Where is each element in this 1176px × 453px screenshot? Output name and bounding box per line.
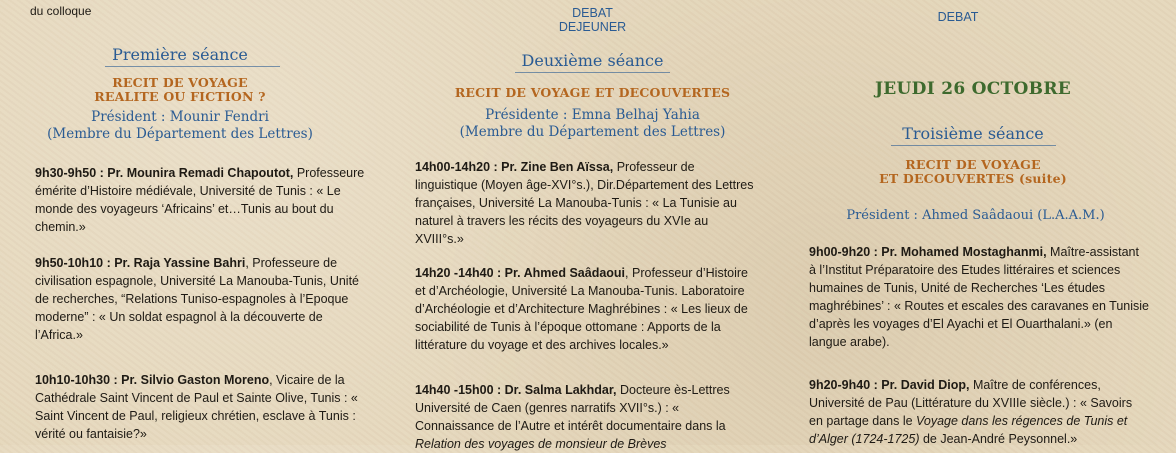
session-theme-line: REALITE OU FICTION ? bbox=[94, 89, 266, 104]
president-name: Présidente : Emna Belhaj Yahia bbox=[485, 107, 700, 123]
top-text: du colloque bbox=[30, 4, 92, 18]
talk-heading: 9h50-10h10 : Pr. Raja Yassine Bahri bbox=[35, 256, 246, 270]
column-second-session bbox=[415, 0, 765, 451]
talk-description: Professeure émérite d’Histoire médiévale, Université de Tunis : « Le monde des voyageurs ‘Africains’ et…Tunis au bout du chemin.» bbox=[35, 166, 365, 234]
session-title: Troisième séance bbox=[902, 124, 1044, 143]
session-title-underline bbox=[105, 66, 280, 67]
break-label bbox=[420, 6, 765, 34]
session-theme: RECIT DE VOYAGE ET DECOUVERTES bbox=[454, 85, 731, 100]
session-theme-line: RECIT DE VOYAGE bbox=[905, 157, 1041, 172]
talk-item bbox=[809, 376, 1149, 448]
talk-book-title: Voyage dans les régences de Tunis et d’Alger (1724-1725) bbox=[809, 414, 1128, 446]
talk-item bbox=[415, 264, 755, 354]
talk-description: , Vicaire de la Cathédrale Saint Vincent de Paul et Sainte Olive, Tunis : « Saint Vincent de Paul, religieux chrétien, esclave à Tunis : vérité ou fantaisie?» bbox=[35, 373, 358, 441]
talk-item bbox=[35, 164, 365, 236]
president-affiliation: (Membre du Département des Lettres) bbox=[459, 124, 726, 140]
talk-heading: 14h00-14h20 : Pr. Zine Ben Aïssa, bbox=[415, 160, 614, 174]
talk-description-tail: de Jean-André Peysonnel.» bbox=[919, 432, 1078, 446]
talk-item bbox=[415, 381, 755, 453]
talk-description: Professeur de linguistique (Moyen âge-XVI°s.), Dir.Département des Lettres françaises, Université La Manouba-Tunis : « La Tunisie au naturel à travers les récits des voyageurs du XVIe au XVIII°s.» bbox=[415, 160, 754, 246]
session-theme-line: RECIT DE VOYAGE bbox=[112, 75, 248, 90]
session-theme-line: ET DECOUVERTES (suite) bbox=[879, 171, 1067, 186]
session-theme bbox=[30, 76, 330, 104]
session-president bbox=[410, 107, 775, 141]
session-president bbox=[10, 109, 350, 143]
talk-item bbox=[809, 243, 1149, 351]
lunch-label: DEJEUNER bbox=[558, 20, 627, 34]
session-title: Deuxième séance bbox=[521, 51, 664, 70]
talk-description: Maître de conférences, Université de Pau (Littérature du XVIIIe siècle.) : « Savoirs en partage dans le bbox=[809, 378, 1133, 428]
session-title-underline bbox=[515, 72, 670, 73]
talk-heading: 10h10-10h30 : Pr. Silvio Gaston Moreno bbox=[35, 373, 270, 387]
talk-item bbox=[35, 371, 365, 443]
column-third-session bbox=[803, 0, 1153, 445]
talk-heading: 9h20-9h40 : Pr. David Diop, bbox=[809, 378, 970, 392]
talk-book-title: Relation des voyages de monsieur de Brèves bbox=[415, 437, 667, 451]
talk-item bbox=[35, 254, 365, 344]
session-title: Première séance bbox=[112, 45, 248, 64]
debate-label: DEBAT bbox=[572, 6, 613, 20]
talk-heading: 14h20 -14h40 : Pr. Ahmed Saâdaoui bbox=[415, 266, 626, 280]
talk-description: , Professeur d’Histoire et d’Archéologie, Université La Manouba-Tunis. Laboratoire d’Archéologie et d’Architecture Maghrébines : « Les lieux de sociabilité de Tunis à l’époque ottomane : Apports de la littérature du voyage et des archives locales.» bbox=[415, 266, 749, 352]
session-president: Président : Ahmed Saâdaoui (L.A.A.M.) bbox=[846, 208, 1105, 223]
president-affiliation: (Membre du Département des Lettres) bbox=[47, 126, 313, 142]
talk-heading: 14h40 -15h00 : Dr. Salma Lakhdar, bbox=[415, 383, 617, 397]
session-title-underline bbox=[891, 145, 1056, 146]
talk-heading: 9h00-9h20 : Pr. Mohamed Mostaghanmi, bbox=[809, 245, 1047, 259]
day-heading: JEUDI 26 OCTOBRE bbox=[874, 79, 1072, 99]
talk-item bbox=[415, 158, 755, 248]
talk-description: Docteure ès-Lettres Université de Caen (genres narratifs XVII°s.) : « Connaissance de l’Autre et intérêt documentaire dans la bbox=[415, 383, 730, 433]
talk-description: Maître-assistant à l’Institut Préparatoire des Etudes littéraires et sciences humaines de Tunis, Unité de Recherches ‘Les études maghrébines’ : « Routes et escales des caravanes en Tunisie d’après les voyages d’El Ayachi et El Ouarthalani.» (en langue arabe). bbox=[809, 245, 1150, 349]
session-theme bbox=[803, 158, 1143, 186]
talk-heading: 9h30-9h50 : Pr. Mounira Remadi Chapoutot, bbox=[35, 166, 294, 180]
president-name: Président : Mounir Fendri bbox=[91, 109, 269, 125]
column-first-session bbox=[30, 0, 370, 445]
debate-label: DEBAT bbox=[937, 10, 979, 24]
talk-description: , Professeure de civilisation espagnole, Université La Manouba-Tunis, Unité de recherches, “Relations Tuniso-espagnoles à l’Epoque moderne” : « Un soldat espagnol à la découverte de l’Africa.» bbox=[35, 256, 360, 342]
